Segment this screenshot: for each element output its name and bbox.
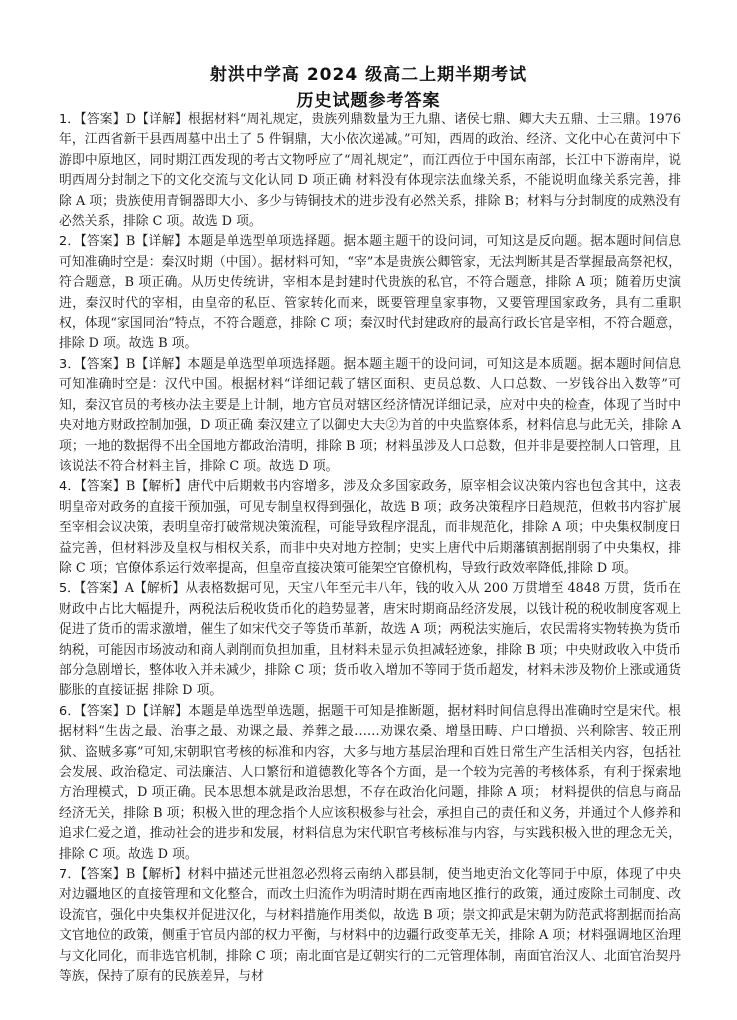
item-text: 【答案】A【解析】从表格数据可见，天宝八年至元丰八年，钱的收入从 200 万贯增至 4848 万贯，货币在财政中占比大幅提升，两税法后税收货币化的趋势显著，唐宋时期商品经济发展，以钱计税的税收制度客观上促进了货币的需求激增，催生了如宋代交子等货币革新，故选 A 项；两税法实施后，农民需将实物转换为货币纳税，可能因市场波动和商人剥削而负担加重，且材料未显示负担减轻迹象，排除 B 项；中央财政收入中货币部分急剧增长，整体收入并未减少，排除 C 项；货币收入增加不等同于货币超发，材料未涉及物价上涨或通货膨胀的直接证据 排除 D 项。	[59, 581, 681, 699]
answer-item-1	[59, 110, 681, 232]
item-number: 4．	[59, 479, 81, 495]
answer-item-2	[59, 232, 681, 354]
item-text: 【答案】B【解析】材料中描述元世祖忽必烈将云南纳入郡县制，使当地吏治文化等同于中原，体现了中央对边疆地区的直接管理和文化整合，而改土归流作为明清时期在西南地区推行的政策，通过废除土司制度、改设流官，强化中央集权并促进汉化，与材料措施作用类似，故选 B 项；崇文抑武是宋朝为防范武将割据而抬高文官地位的政策，侧重于官员内部的权力平衡，与材料中的边疆行政变革无关，排除 A 项；材料强调地区治理与文化同化，而非选官机制，排除 C 项；南北面官是辽朝实行的二元管理体制，南面官治汉人、北面官治契丹等族，保持了原有的民族差异，与材	[59, 867, 681, 985]
item-text: 【答案】D【详解】根据材料“周礼规定，贵族列鼎数量为王九鼎、诸侯七鼎、卿大夫五鼎、士三鼎。1976 年，江西省新干县西周墓中出土了 5 件铜鼎，大小依次递减。”可知，西周的政治、经济、文化中心在黄河中下游即中原地区，同时期江西发现的考古文物呼应了“周礼规定”，而江西位于中国东南部，长江中下游南岸，说明西周分封制之下的文化交流与文化认同 D 项正确 材料没有体现宗法血缘关系，不能说明血缘关系完善，排除 A 项；贵族使用青铜器即大小、多少与铸铜技术的进步没有必然关系，排除 B；材料与分封制度的成熟没有必然关系，排除 C 项。故选 D 项。	[59, 112, 681, 230]
item-text: 【答案】B【详解】本题是单选型单项选择题。据本题主题干的设问词，可知这是本质题。据本题时间信息可知准确时空是：汉代中国。根据材料“详细记载了辖区面积、吏员总数、人口总数、一岁钱谷出入数等”可知，秦汉官员的考核办法主要是上计制，地方官员对辖区经济情况详细记录，应对中央的检查，体现了当时中央对地方财政控制加强，D 项正确 秦汉建立了以御史大夫②为首的中央监察体系，材料信息与此无关，排除 A 项；一地的数据得不出全国地方都政治清明，排除 B 项；材料虽涉及人口总数，但并非是要控制人口管理，且该说法不符合材料主旨，排除 C 项。故选 D 项。	[59, 356, 681, 474]
item-number: 5．	[59, 581, 80, 597]
answer-item-3	[59, 355, 681, 477]
answer-item-5	[59, 579, 681, 701]
document-title: 射洪中学高 2024 级高二上期半期考试	[209, 65, 528, 85]
document-subtitle: 历史试题参考答案	[296, 91, 441, 111]
item-text: 【答案】B【解析】唐代中后期敕书内容增多，涉及众多国家政务，原宰相会议决策内容也包含其中，这表明皇帝对政务的直接干预加强，可见专制皇权得到强化，故选 B 项；政务决策程序日趋规范，但敕书内容扩展至宰相会议决策，表明皇帝打破常规决策流程，可能导致程序混乱，而非规范化，排除 A 项；中央集权制度日益完善，但材料涉及皇权与相权关系，而非中央对地方控制；史实上唐代中后期藩镇割据削弱了中央集权，排除 C 项；官僚体系运行效率提高，但皇帝直接决策可能架空官僚机构，导致行政效率降低,排除 D 项。	[59, 479, 681, 576]
answer-body	[59, 110, 681, 987]
item-number: 2．	[59, 234, 81, 250]
answer-item-4	[59, 477, 681, 579]
answer-item-6	[59, 702, 681, 865]
item-number: 3．	[59, 356, 81, 372]
item-number: 7．	[59, 867, 81, 883]
item-number: 6．	[59, 703, 81, 719]
answer-item-7	[59, 865, 681, 987]
item-number: 1．	[59, 112, 81, 127]
item-text: 【答案】B【详解】本题是单选型单项选择题。据本题主题干的设问词，可知这是反向题。据本题时间信息可知准确时空是：秦汉时期（中国）。据材料可知，“宰”本是贵族公卿管家，无法判断其是否掌握最高祭祀权，符合题意，B 项正确。从历史传统讲，宰相本是封建时代贵族的私官，不符合题意，排除 A 项；随着历史演进，秦汉时代的宰相，由皇帝的私臣、管家转化而来，既要管理皇家事物，又要管理国家政务，具有二重职权，体现“家国同治”特点，不符合题意，排除 C 项；秦汉时代封建政府的最高行政长官是宰相，不符合题意，排除 D 项。故选 B 项。	[59, 234, 681, 352]
item-text: 【答案】D【详解】本题是单选型单选题，据题干可知是推断题，据材料时间信息得出准确时空是宋代。根据材料“生齿之最、治事之最、劝课之最、养葬之最……劝课农桑、增垦田畴、户口增损、兴利除害、较正刑狱、盗贼多寡”可知,宋朝职官考核的标准和内容，大多与地方基层治理和百姓日常生产生活相关内容，包括社会发展、政治稳定、司法廉洁、人口繁衍和道德教化等各个方面，是一个较为完善的考核体系，有利于探索地方治理模式，D 项正确。民本思想本就是政治思想，不存在政治化问题，排除 A 项； 材料提供的信息与商品经济无关，排除 B 项；积极入世的理念指个人应该积极参与社会，承担自己的责任和义务，并通过个人修养和追求仁爱之道，推动社会的进步和发展，材料信息为宋代职官考核标准与内容，与实践积极入世的理念无关，排除 C 项。故选 D 项。	[59, 703, 681, 862]
